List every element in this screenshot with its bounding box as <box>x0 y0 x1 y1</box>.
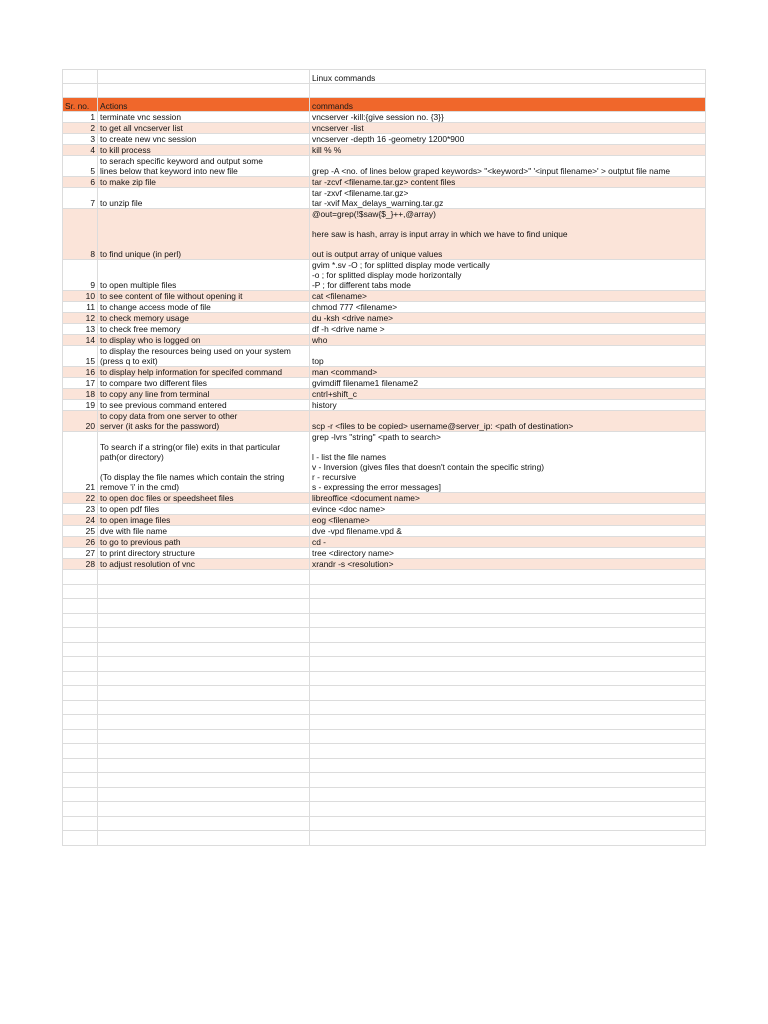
empty-cell[interactable] <box>63 599 98 614</box>
empty-cell[interactable] <box>310 599 706 614</box>
sr-no-cell[interactable]: 8 <box>63 209 98 260</box>
empty-cell[interactable] <box>310 758 706 773</box>
empty-cell[interactable] <box>63 729 98 744</box>
table-row <box>63 526 706 537</box>
empty-cell[interactable] <box>98 570 310 585</box>
command-cell[interactable]: chmod 777 <filename> <box>310 302 706 313</box>
table-row <box>63 145 706 156</box>
empty-cell[interactable] <box>63 686 98 701</box>
empty-cell[interactable] <box>63 787 98 802</box>
empty-cell[interactable] <box>98 613 310 628</box>
empty-cell[interactable] <box>63 584 98 599</box>
empty-cell[interactable] <box>63 628 98 643</box>
table-row <box>63 400 706 411</box>
table-row <box>63 260 706 291</box>
command-cell[interactable]: dve -vpd filename.vpd & <box>310 526 706 537</box>
empty-cell[interactable] <box>63 773 98 788</box>
empty-cell[interactable] <box>310 773 706 788</box>
action-cell[interactable]: to open doc files or speedsheet files <box>98 493 310 504</box>
empty-row <box>63 700 706 715</box>
header-row <box>63 98 706 112</box>
action-cell[interactable]: To search if a string(or file) exits in that particular path(or directory) (To display the file names which contain the string remove 'i' in the cmd) <box>98 432 310 493</box>
table-row <box>63 209 706 260</box>
empty-cell[interactable] <box>63 657 98 672</box>
action-cell[interactable]: to find unique (in perl) <box>98 209 310 260</box>
empty-cell[interactable] <box>63 715 98 730</box>
empty-cell[interactable] <box>98 831 310 846</box>
command-cell[interactable]: gvim *.sv -O ; for splitted display mode vertically -o ; for splitted display mode horizontally -P ; for different tabs mode <box>310 260 706 291</box>
command-cell[interactable]: tar -zcvf <filename.tar.gz> content files <box>310 177 706 188</box>
empty-row <box>63 642 706 657</box>
action-cell[interactable]: terminate vnc session <box>98 112 310 123</box>
sr-no-cell[interactable]: 14 <box>63 335 98 346</box>
empty-row <box>63 787 706 802</box>
command-cell[interactable]: xrandr -s <resolution> <box>310 559 706 570</box>
command-cell[interactable]: grep -lvrs "string" <path to search> l - list the file names v - Inversion (gives files that doesn't contain the specific string) r - recursive s - expressing the error messages] <box>310 432 706 493</box>
sr-no-cell[interactable]: 11 <box>63 302 98 313</box>
empty-row <box>63 744 706 759</box>
empty-cell[interactable] <box>98 802 310 817</box>
table-row <box>63 504 706 515</box>
sr-no-cell[interactable]: 24 <box>63 515 98 526</box>
action-cell[interactable]: to open image files <box>98 515 310 526</box>
empty-row <box>63 802 706 817</box>
cell[interactable] <box>63 84 98 98</box>
sheet-title[interactable]: Linux commands <box>310 70 706 84</box>
table-row <box>63 548 706 559</box>
action-cell[interactable]: to get all vncserver list <box>98 123 310 134</box>
empty-cell[interactable] <box>98 787 310 802</box>
empty-cell[interactable] <box>310 657 706 672</box>
table-row <box>63 134 706 145</box>
action-cell[interactable]: to change access mode of file <box>98 302 310 313</box>
command-cell[interactable]: df -h <drive name > <box>310 324 706 335</box>
empty-cell[interactable] <box>310 729 706 744</box>
sr-no-cell[interactable]: 9 <box>63 260 98 291</box>
action-cell[interactable]: to serach specific keyword and output some lines below that keyword into new file <box>98 156 310 177</box>
command-cell[interactable]: tree <directory name> <box>310 548 706 559</box>
command-cell[interactable]: top <box>310 346 706 367</box>
sr-no-cell[interactable]: 19 <box>63 400 98 411</box>
empty-cell[interactable] <box>98 700 310 715</box>
command-cell[interactable]: vncserver -list <box>310 123 706 134</box>
command-cell[interactable]: evince <doc name> <box>310 504 706 515</box>
action-cell[interactable]: to see content of file without opening it <box>98 291 310 302</box>
empty-cell[interactable] <box>98 584 310 599</box>
table-row <box>63 346 706 367</box>
command-cell[interactable]: vncserver -depth 16 -geometry 1200*900 <box>310 134 706 145</box>
sr-no-cell[interactable]: 18 <box>63 389 98 400</box>
command-cell[interactable]: who <box>310 335 706 346</box>
empty-cell[interactable] <box>310 715 706 730</box>
table-row <box>63 389 706 400</box>
empty-row <box>63 758 706 773</box>
empty-cell[interactable] <box>98 816 310 831</box>
sr-no-cell[interactable]: 2 <box>63 123 98 134</box>
table-row <box>63 559 706 570</box>
empty-row <box>63 570 706 585</box>
sr-no-cell[interactable]: 17 <box>63 378 98 389</box>
empty-cell[interactable] <box>98 671 310 686</box>
empty-cell[interactable] <box>63 744 98 759</box>
empty-cell[interactable] <box>98 642 310 657</box>
empty-cell[interactable] <box>310 570 706 585</box>
header-sr-no[interactable]: Sr. no. <box>63 98 98 112</box>
empty-cell[interactable] <box>310 686 706 701</box>
empty-cell[interactable] <box>63 758 98 773</box>
empty-row <box>63 715 706 730</box>
empty-row <box>63 671 706 686</box>
table-row <box>63 493 706 504</box>
empty-cell[interactable] <box>63 816 98 831</box>
empty-cell[interactable] <box>310 802 706 817</box>
command-cell[interactable]: scp -r <files to be copied> username@server_ip: <path of destination> <box>310 411 706 432</box>
empty-cell[interactable] <box>98 773 310 788</box>
action-cell[interactable]: to print directory structure <box>98 548 310 559</box>
table-row <box>63 378 706 389</box>
sr-no-cell[interactable]: 28 <box>63 559 98 570</box>
table-row <box>63 112 706 123</box>
sr-no-cell[interactable]: 13 <box>63 324 98 335</box>
command-cell[interactable]: cntrl+shift_c <box>310 389 706 400</box>
sr-no-cell[interactable]: 15 <box>63 346 98 367</box>
cell[interactable] <box>63 70 98 84</box>
action-cell[interactable]: to make zip file <box>98 177 310 188</box>
table-row <box>63 515 706 526</box>
empty-cell[interactable] <box>310 816 706 831</box>
action-cell[interactable]: to kill process <box>98 145 310 156</box>
empty-cell[interactable] <box>63 671 98 686</box>
table-row <box>63 367 706 378</box>
sr-no-cell[interactable]: 10 <box>63 291 98 302</box>
empty-cell[interactable] <box>98 744 310 759</box>
empty-cell[interactable] <box>310 642 706 657</box>
table-row <box>63 411 706 432</box>
table-row <box>63 432 706 493</box>
sr-no-cell[interactable]: 4 <box>63 145 98 156</box>
table-row <box>63 123 706 134</box>
empty-cell[interactable] <box>310 671 706 686</box>
sr-no-cell[interactable]: 7 <box>63 188 98 209</box>
empty-row <box>63 729 706 744</box>
action-cell[interactable]: to open multiple files <box>98 260 310 291</box>
sr-no-cell[interactable]: 26 <box>63 537 98 548</box>
empty-cell[interactable] <box>310 831 706 846</box>
command-cell[interactable]: vncserver -kill:{give session no. {3}} <box>310 112 706 123</box>
empty-row <box>63 773 706 788</box>
empty-cell[interactable] <box>310 744 706 759</box>
command-cell[interactable]: history <box>310 400 706 411</box>
empty-cell[interactable] <box>98 599 310 614</box>
table-row <box>63 324 706 335</box>
empty-cell[interactable] <box>98 715 310 730</box>
empty-cell[interactable] <box>310 613 706 628</box>
action-cell[interactable]: to see previous command entered <box>98 400 310 411</box>
table-row <box>63 302 706 313</box>
empty-row <box>63 816 706 831</box>
command-cell[interactable]: cat <filename> <box>310 291 706 302</box>
sr-no-cell[interactable]: 21 <box>63 432 98 493</box>
empty-cell[interactable] <box>63 570 98 585</box>
empty-cell[interactable] <box>63 642 98 657</box>
command-cell[interactable]: man <command> <box>310 367 706 378</box>
command-cell[interactable]: tar -zxvf <filename.tar.gz> tar -xvif Max_delays_warning.tar.gz <box>310 188 706 209</box>
empty-cell[interactable] <box>98 657 310 672</box>
command-cell[interactable]: @out=grep(!$saw{$_}++,@array) here saw is hash, array is input array in which we have to find unique out is output array of unique values <box>310 209 706 260</box>
cell[interactable] <box>98 84 310 98</box>
command-cell[interactable]: grep -A <no. of lines below graped keywords> "<keyword>" '<input filename>' > outptut file name <box>310 156 706 177</box>
sr-no-cell[interactable]: 5 <box>63 156 98 177</box>
action-cell[interactable]: to go to previous path <box>98 537 310 548</box>
command-cell[interactable]: kill % % <box>310 145 706 156</box>
table-row <box>63 156 706 177</box>
empty-row <box>63 613 706 628</box>
empty-cell[interactable] <box>310 700 706 715</box>
empty-cell[interactable] <box>63 613 98 628</box>
sr-no-cell[interactable]: 20 <box>63 411 98 432</box>
action-cell[interactable]: to compare two different files <box>98 378 310 389</box>
empty-row <box>63 584 706 599</box>
empty-cell[interactable] <box>98 686 310 701</box>
empty-cell[interactable] <box>63 831 98 846</box>
empty-cell[interactable] <box>63 700 98 715</box>
table-row <box>63 188 706 209</box>
action-cell[interactable]: to adjust resolution of vnc <box>98 559 310 570</box>
action-cell[interactable]: to display the resources being used on your system (press q to exit) <box>98 346 310 367</box>
header-actions[interactable]: Actions <box>98 98 310 112</box>
sr-no-cell[interactable]: 3 <box>63 134 98 145</box>
action-cell[interactable]: to copy data from one server to other server (it asks for the password) <box>98 411 310 432</box>
title-row <box>63 70 706 84</box>
cell[interactable] <box>98 70 310 84</box>
empty-cell[interactable] <box>98 758 310 773</box>
spreadsheet-table <box>62 69 706 846</box>
table-row <box>63 291 706 302</box>
empty-row <box>63 686 706 701</box>
empty-cell[interactable] <box>63 802 98 817</box>
empty-row <box>63 628 706 643</box>
cell[interactable] <box>310 84 706 98</box>
empty-row <box>63 657 706 672</box>
header-commands[interactable]: commands <box>310 98 706 112</box>
command-cell[interactable]: gvimdiff filename1 filename2 <box>310 378 706 389</box>
action-cell[interactable]: to create new vnc session <box>98 134 310 145</box>
action-cell[interactable]: to copy any line from terminal <box>98 389 310 400</box>
sr-no-cell[interactable]: 25 <box>63 526 98 537</box>
empty-row <box>63 599 706 614</box>
table-row <box>63 313 706 324</box>
empty-cell[interactable] <box>98 729 310 744</box>
table-row <box>63 177 706 188</box>
empty-cell[interactable] <box>310 787 706 802</box>
command-cell[interactable]: eog <filename> <box>310 515 706 526</box>
sr-no-cell[interactable]: 12 <box>63 313 98 324</box>
empty-cell[interactable] <box>310 628 706 643</box>
action-cell[interactable]: to open pdf files <box>98 504 310 515</box>
action-cell[interactable]: to display who is logged on <box>98 335 310 346</box>
sr-no-cell[interactable]: 23 <box>63 504 98 515</box>
sr-no-cell[interactable]: 27 <box>63 548 98 559</box>
table-row <box>63 537 706 548</box>
empty-cell[interactable] <box>98 628 310 643</box>
action-cell[interactable]: dve with file name <box>98 526 310 537</box>
action-cell[interactable]: to check free memory <box>98 324 310 335</box>
command-cell[interactable]: cd - <box>310 537 706 548</box>
spreadsheet-body <box>63 70 706 846</box>
action-cell[interactable]: to check memory usage <box>98 313 310 324</box>
empty-cell[interactable] <box>310 584 706 599</box>
command-cell[interactable]: libreoffice <document name> <box>310 493 706 504</box>
action-cell[interactable]: to display help information for specifed command <box>98 367 310 378</box>
sr-no-cell[interactable]: 22 <box>63 493 98 504</box>
action-cell[interactable]: to unzip file <box>98 188 310 209</box>
sr-no-cell[interactable]: 1 <box>63 112 98 123</box>
empty-row <box>63 831 706 846</box>
table-row <box>63 335 706 346</box>
spacer-row <box>63 84 706 98</box>
command-cell[interactable]: du -ksh <drive name> <box>310 313 706 324</box>
sr-no-cell[interactable]: 6 <box>63 177 98 188</box>
sr-no-cell[interactable]: 16 <box>63 367 98 378</box>
